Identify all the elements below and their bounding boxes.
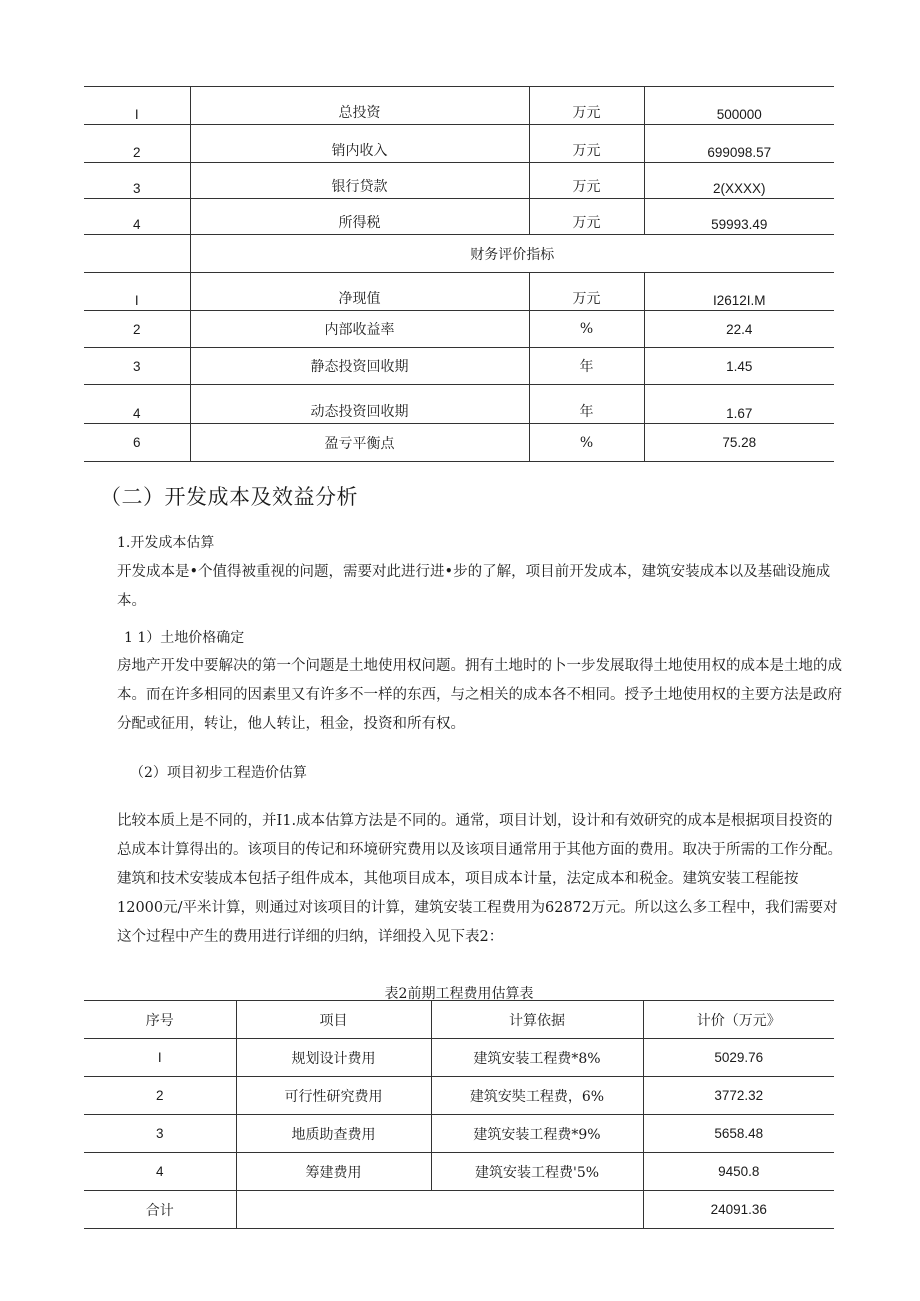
empty-cell [84, 235, 190, 273]
column-header: 计价（万元》 [643, 1001, 834, 1039]
row-number: I [84, 273, 190, 311]
table-caption: 表2前期工程费用估算表 [384, 986, 534, 1002]
subsection-title: 1 1）土地价格确定 [124, 630, 245, 646]
row-value: 500000 [644, 87, 834, 125]
row-unit: 年 [529, 385, 644, 424]
total-label: 合计 [84, 1191, 236, 1229]
column-header: 计算依据 [431, 1001, 643, 1039]
table-row [84, 273, 834, 311]
row-unit: 万元 [529, 125, 644, 163]
row-basis: 建筑安装工程费*8% [431, 1039, 643, 1077]
row-unit: 年 [529, 348, 644, 385]
table-row [84, 1077, 834, 1115]
total-value: 24091.36 [643, 1191, 834, 1229]
row-value: 1.45 [644, 348, 834, 385]
empty-cell [236, 1191, 643, 1229]
row-number: 3 [84, 163, 190, 199]
row-unit: 万元 [529, 163, 644, 199]
row-value: 3772.32 [643, 1077, 834, 1115]
paragraph: 开发成本是•个值得被重视的问题，需要对此进行进•步的了解，项目前开发成本，建筑安装成本以及基础设施成本。 [117, 564, 831, 609]
table-header-row [84, 1001, 834, 1039]
row-value: 9450.8 [643, 1153, 834, 1191]
row-value: 5029.76 [643, 1039, 834, 1077]
row-number: 4 [84, 385, 190, 424]
table-row [84, 87, 834, 125]
table-row [84, 1153, 834, 1191]
paragraph: 房地产开发中要解决的第一个问题是土地使用权问题。拥有土地时的卜一步发展取得土地使用权的成本是土地的成本。而在许多相同的因素里又有许多不一样的东西，与之相关的成本各不相同。授予土地使用权的主要方法是政府分配或征用，转让，他人转让，租金，投资和所有权。 [117, 658, 842, 732]
row-unit: 万元 [529, 273, 644, 311]
table-row [84, 311, 834, 348]
row-number: I [84, 87, 190, 125]
row-unit: 万元 [529, 199, 644, 235]
row-value: 75.28 [644, 424, 834, 462]
table-row [84, 1039, 834, 1077]
investment-summary-table [84, 86, 834, 462]
row-item: 盈亏平衡点 [190, 424, 529, 462]
row-unit: % [529, 311, 644, 348]
row-basis: 建筑安装工程费*9% [431, 1115, 643, 1153]
row-value: I2612I.M [644, 273, 834, 311]
table-row [84, 424, 834, 462]
row-unit: 万元 [529, 87, 644, 125]
row-value: 22.4 [644, 311, 834, 348]
preliminary-cost-table [84, 1000, 834, 1229]
row-number: 3 [84, 1115, 236, 1153]
row-value: 2(XXXX) [644, 163, 834, 199]
table-row [84, 385, 834, 424]
section-label: 财务评价指标 [190, 235, 834, 273]
row-number: 3 [84, 348, 190, 385]
row-item: 总投资 [190, 87, 529, 125]
table-row [84, 163, 834, 199]
column-header: 项目 [236, 1001, 431, 1039]
row-number: 4 [84, 199, 190, 235]
subsection-title: （2）项目初步工程造价估算 [130, 765, 307, 781]
table-row [84, 1115, 834, 1153]
row-item: 筹建费用 [236, 1153, 431, 1191]
row-item: 地质助查费用 [236, 1115, 431, 1153]
row-item: 所得税 [190, 199, 529, 235]
subsection-title: 1.开发成本估算 [117, 535, 215, 551]
row-number: 2 [84, 1077, 236, 1115]
row-item: 可行性研究费用 [236, 1077, 431, 1115]
paragraph: 比较本质上是不同的，并I1.成本估算方法是不同的。通常，项目计划，设计和有效研究的成本是根据项目投资的总成本计算得出的。该项目的传记和环境研究费用以及该项目通常用于其他方面的费用。取决于所需的工作分配。建筑和技术安装成本包括子组件成本，其他项目成本，项目成本计量，法定成本和税金。建筑安装工程能按12000元/平米计算，则通过对该项目的计算，建筑安装工程费用为62872万元。所以这么多工程中，我们需要对这个过程中产生的费用进行详细的归纳，详细投入见下表2： [117, 813, 842, 945]
row-number: 2 [84, 125, 190, 163]
section-heading: （二）开发成本及效益分析 [100, 485, 358, 509]
table-row [84, 199, 834, 235]
row-unit: % [529, 424, 644, 462]
row-number: I [84, 1039, 236, 1077]
row-item: 规划设计费用 [236, 1039, 431, 1077]
row-value: 5658.48 [643, 1115, 834, 1153]
section-row [84, 235, 834, 273]
row-number: 2 [84, 311, 190, 348]
row-item: 内部收益率 [190, 311, 529, 348]
row-item: 银行贷款 [190, 163, 529, 199]
table-row [84, 348, 834, 385]
row-basis: 建筑安装工程费'5% [431, 1153, 643, 1191]
row-number: 4 [84, 1153, 236, 1191]
row-value: 699098.57 [644, 125, 834, 163]
table-row [84, 125, 834, 163]
row-item: 动态投资回收期 [190, 385, 529, 424]
row-item: 销内收入 [190, 125, 529, 163]
row-value: 1.67 [644, 385, 834, 424]
column-header: 序号 [84, 1001, 236, 1039]
total-row [84, 1191, 834, 1229]
row-value: 59993.49 [644, 199, 834, 235]
row-item: 净现值 [190, 273, 529, 311]
row-item: 静态投资回收期 [190, 348, 529, 385]
row-basis: 建筑安奘工程费，6% [431, 1077, 643, 1115]
row-number: 6 [84, 424, 190, 462]
